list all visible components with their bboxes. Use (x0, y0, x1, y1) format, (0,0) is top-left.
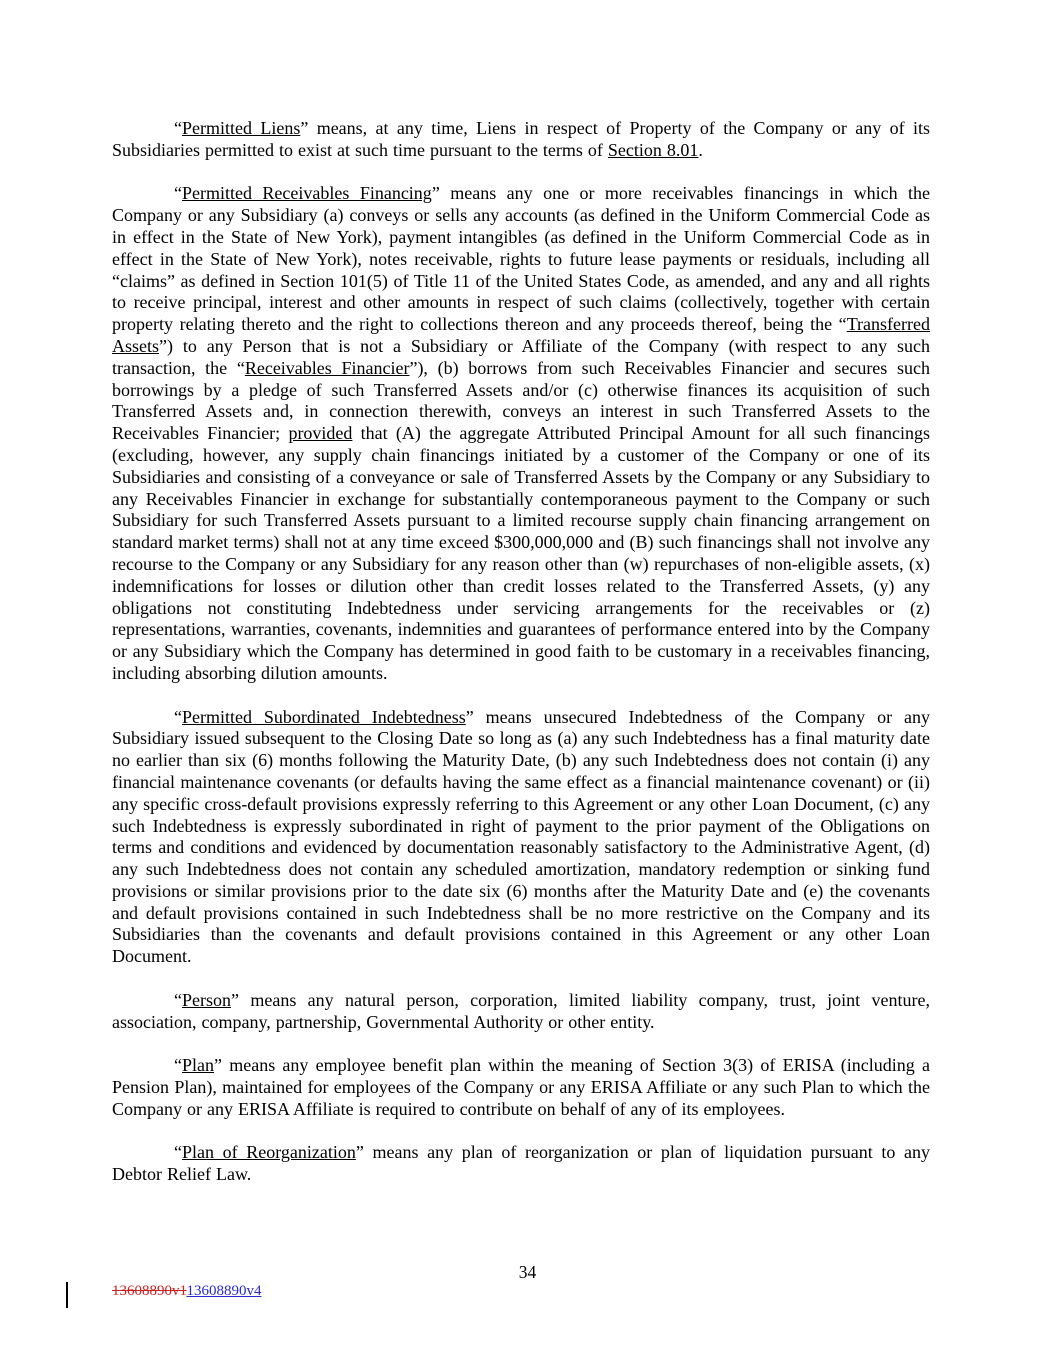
defined-term: provided (288, 423, 353, 444)
definition-permitted-liens (112, 118, 930, 162)
definition-plan-of-reorganization (112, 1142, 930, 1186)
definitions-body (112, 118, 930, 1208)
body-text-run: “ (174, 183, 182, 204)
defined-term: Person (182, 989, 231, 1010)
body-text-run: ” means unsecured Indebtedness of the Company or any Subsidiary issued subsequent to the Closing Date so long as (a) any such Indebtedness has a final maturity date no earlier than six (6) months following the Maturity Date, (b) any such Indebtedness does not contain (i) any financial maintenance covenants (or defaults having the same effect as a financial maintenance covenant) or (ii) any specific cross-default provisions expressly referring to this Agreement or any other Loan Document, (c) any such Indebtedness is expressly subordinated in right of payment to the prior payment of the Obligations on terms and conditions and evidenced by documentation reasonably satisfactory to the Administrative Agent, (d) any such Indebtedness does not contain any scheduled amortization, mandatory redemption or sinking fund provisions or similar provisions prior to the date six (6) months after the Maturity Date and (e) the covenants and default provisions contained in such Indebtedness shall be no more restrictive on the Company and its Subsidiaries than the covenants and default provisions contained in this Agreement or any other Loan Document. (112, 706, 930, 967)
doc-id-deleted: 13608890v1 (112, 1283, 187, 1299)
body-text-run: ”) to any Person that is not a Subsidiary or Affiliate of the Company (with respect to any such transaction, the “ (112, 335, 930, 378)
body-text-run: “ (174, 1055, 182, 1076)
defined-term: Permitted Liens (182, 118, 301, 138)
defined-term: Receivables Financier (244, 357, 410, 378)
defined-term: Permitted Subordinated Indebtedness (182, 706, 466, 727)
body-text-run: . (698, 139, 703, 160)
definition-permitted-receivables-financing (112, 183, 930, 684)
body-text-run: ” means, at any time, Liens in respect of Property of the Company or any of its Subsidiaries permitted to exist at such time pursuant to the terms of (112, 118, 930, 160)
doc-id-inserted: 13608890v4 (186, 1283, 262, 1299)
definition-person (112, 990, 930, 1034)
body-text-run: ” means any natural person, corporation, limited liability company, trust, joint venture, association, company, partnership, Governmental Authority or other entity. (112, 989, 930, 1032)
body-text-run: ” means any one or more receivables financings in which the Company or any Subsidiary (a) conveys or sells any accounts (as defined in the Uniform Commercial Code as in effect in the State of New York), payment intangibles (as defined in the Uniform Commercial Code as in effect in the State of New York), notes receivable, rights to future lease payments or residuals, including all “claims” as defined in Section 101(5) of Title 11 of the United States Code, as amended, and any and all rights to receive principal, interest and other amounts in respect of such claims (collectively, together with certain property relating thereto and the right to collections thereon and any proceeds thereof, being the “ (112, 183, 930, 335)
document-id-footer (112, 1282, 261, 1301)
body-text-run: ” means any employee benefit plan within the meaning of Section 3(3) of ERISA (including a Pension Plan), maintained for employees of the Company or any ERISA Affiliate or any such Plan to which the Company or any ERISA Affiliate is required to contribute on behalf of any of its employees. (112, 1055, 930, 1119)
defined-term: Permitted Receivables Financing (182, 183, 432, 204)
page-number: 34 (518, 1262, 537, 1282)
body-text-run: “ (174, 118, 182, 138)
body-text-run: ”), (b) borrows from such Receivables Financier and secures such borrowings by a pledge of such Transferred Assets and/or (c) otherwise finances its acquisition of such Transferred Assets and, in connection therewith, conveys an interest in such Transferred Assets to the Receivables Financier; (112, 357, 930, 444)
definition-permitted-subordinated-indebtedness (112, 707, 930, 969)
definition-plan (112, 1055, 930, 1120)
defined-term: Section 8.01 (607, 139, 699, 160)
revision-change-bar (66, 1282, 68, 1308)
defined-term: Plan of Reorganization (182, 1142, 356, 1163)
body-text-run: ” means any plan of reorganization or plan of liquidation pursuant to any Debtor Relief Law. (112, 1142, 930, 1185)
defined-term: Plan (182, 1055, 215, 1076)
body-text-run: “ (174, 1142, 182, 1163)
defined-term: Transferred Assets (112, 314, 930, 356)
body-text-run: that (A) the aggregate Attributed Principal Amount for all such financings (excluding, however, any supply chain financings initiated by a customer of the Company or one of its Subsidiaries and consisting of a conveyance or sale of Transferred Assets by the Company or any Subsidiary to any Receivables Financier in exchange for substantially contemporaneous payment to the Company or such Subsidiary for such Transferred Assets pursuant to a limited recourse supply chain financing arrangement on standard market terms) shall not at any time exceed $300,000,000 and (B) such financings shall not involve any recourse to the Company or any Subsidiary for any reason other than (w) repurchases of non-eligible assets, (x) indemnifications for losses or dilution other than credit losses related to the Transferred Assets, (y) any obligations not constituting Indebtedness under servicing arrangements for the receivables or (z) representations, warranties, covenants, indemnities and guarantees of performance entered into by the Company or any Subsidiary which the Company has determined in good faith to be customary in a receivables financing, including absorbing dilution amounts. (112, 423, 930, 683)
body-text-run: “ (174, 989, 182, 1010)
body-text-run: “ (174, 706, 182, 727)
